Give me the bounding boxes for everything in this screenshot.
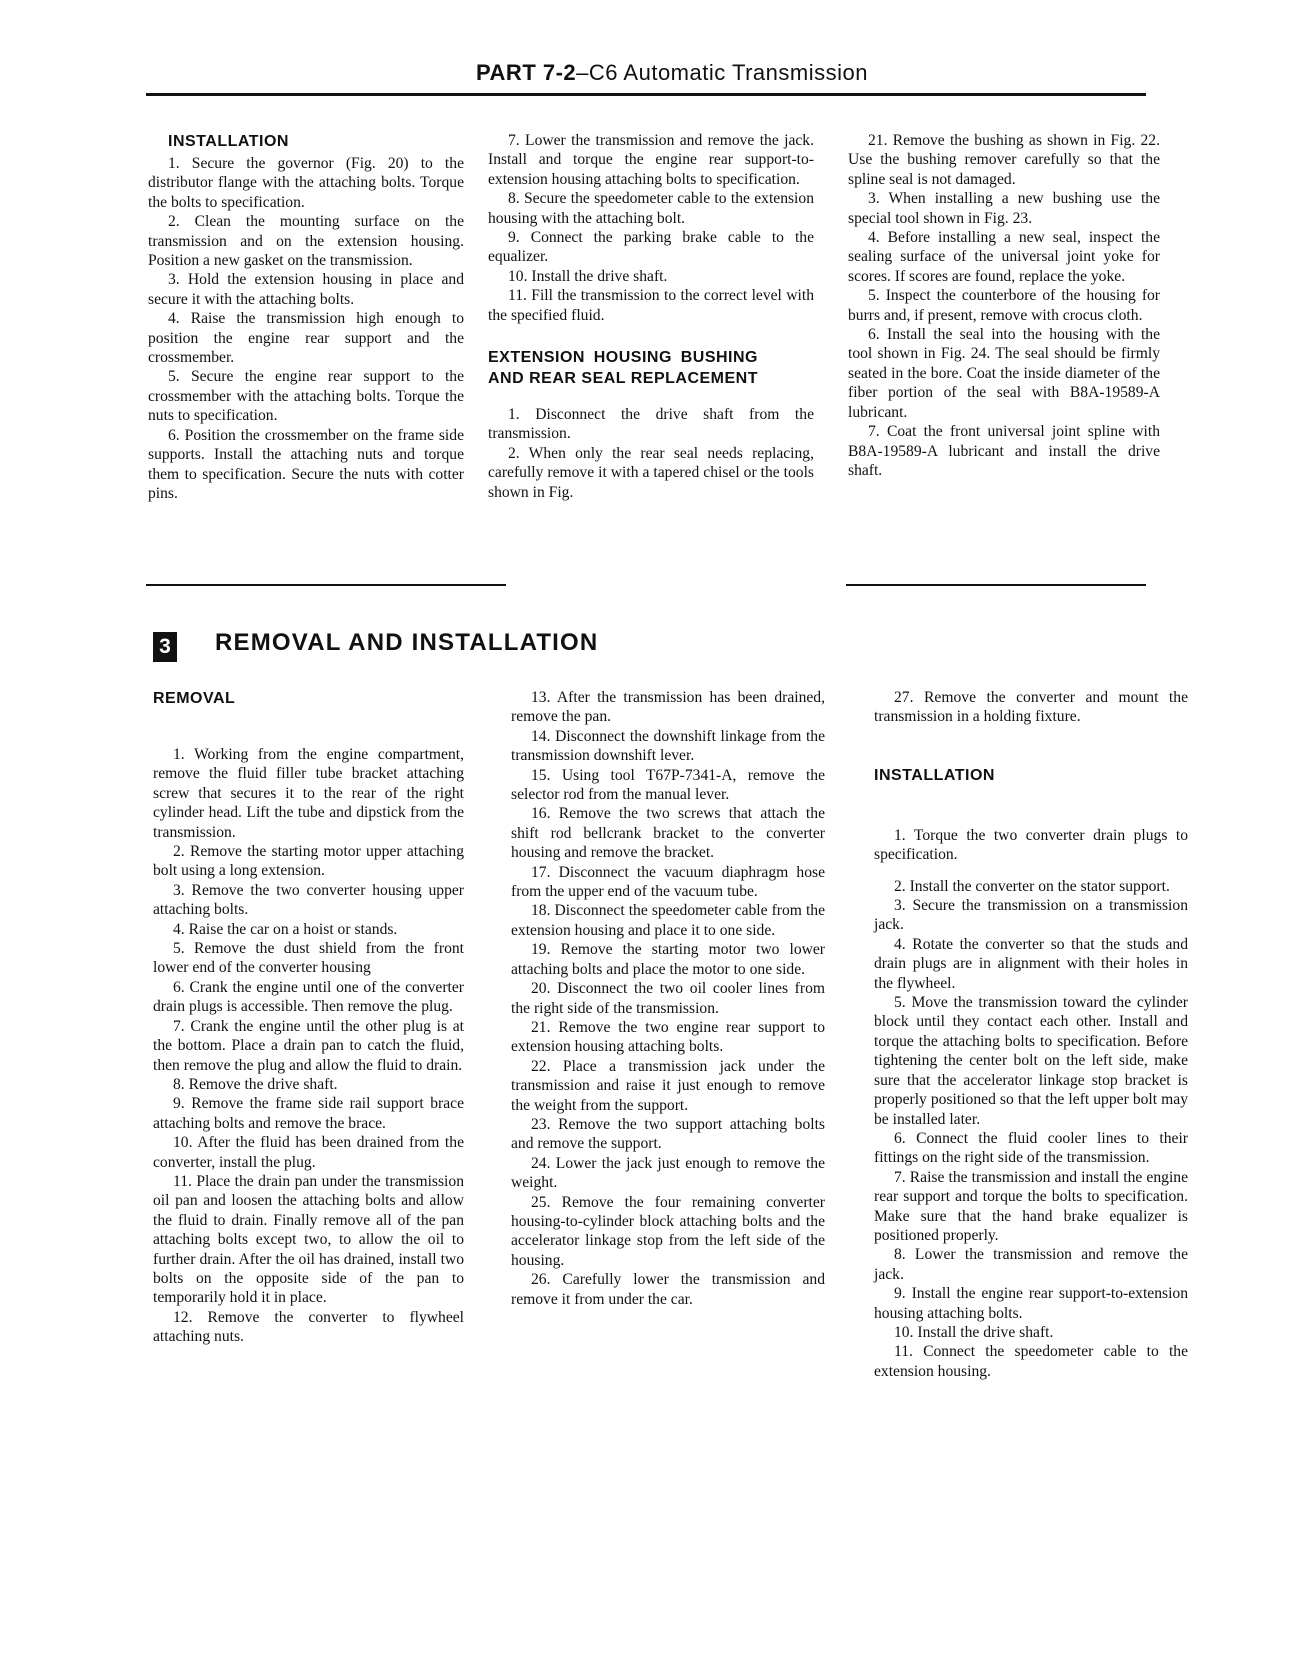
paragraph: 25. Remove the four remaining converter housing-to-cylinder block attaching bolts and the accelerator linkage stop from the left side of the housing.: [511, 1193, 825, 1269]
paragraph: 11. Connect the speedometer cable to the extension housing.: [874, 1343, 1188, 1380]
paragraph: 4. Rotate the converter so that the studs and drain plugs are in alignment with their holes in the flywheel.: [874, 935, 1188, 992]
paragraph: 22. Place a transmission jack under the transmission and raise it just enough to remove the weight from the support.: [511, 1057, 825, 1114]
paragraph: 1. Working from the engine compartment, remove the fluid filler tube bracket attaching screw that secures it to the rear of the right cylinder head. Lift the tube and dipstick from the transmission.: [153, 746, 464, 841]
bottom-column-1: [153, 688, 464, 1347]
section-title: REMOVAL AND INSTALLATION: [215, 629, 599, 656]
paragraph: 4. Raise the transmission high enough to position the engine rear support and the crossmember.: [148, 310, 464, 367]
section-rule-right: [846, 584, 1146, 586]
paragraph: 8. Lower the transmission and remove the jack.: [874, 1246, 1188, 1283]
top-column-3: [848, 131, 1160, 480]
paragraph: 2. Clean the mounting surface on the transmission and on the extension housing. Position a new gasket on the transmission.: [148, 213, 464, 270]
removal-heading: REMOVAL: [153, 690, 236, 707]
paragraph: 3. Remove the two converter housing upper attaching bolts.: [153, 881, 464, 919]
part-label: PART 7-2: [476, 60, 577, 85]
paragraph: 7. Raise the transmission and install the engine rear support and torque the bolts to specification. Make sure that the hand brake equalizer is positioned properly.: [874, 1168, 1188, 1244]
paragraph: 1. Secure the governor (Fig. 20) to the distributor flange with the attaching bolts. Torque the bolts to specification.: [148, 155, 464, 211]
paragraph: 3. When installing a new bushing use the special tool shown in Fig. 23.: [848, 190, 1160, 227]
paragraph: 9. Remove the frame side rail support brace attaching bolts and remove the brace.: [153, 1095, 464, 1132]
page-header: [476, 60, 868, 86]
section-rule-left: [146, 584, 506, 586]
paragraph: 15. Using tool T67P-7341-A, remove the selector rod from the manual lever.: [511, 766, 825, 804]
paragraph: 20. Disconnect the two oil cooler lines from the right side of the transmission.: [511, 980, 825, 1017]
paragraph: 5. Inspect the counterbore of the housing for burrs and, if present, remove with crocus cloth.: [848, 287, 1160, 324]
paragraph: 8. Secure the speedometer cable to the extension housing with the attaching bolt.: [488, 190, 814, 227]
paragraph: 18. Disconnect the speedometer cable from the extension housing and place it to one side.: [511, 902, 825, 939]
paragraph: 6. Install the seal into the housing with the tool shown in Fig. 24. The seal should be firmly seated in the bore. Coat the inside diameter of the fiber portion of the seal with B8A-19589-A lubricant.: [848, 326, 1160, 421]
paragraph: 16. Remove the two screws that attach the shift rod bellcrank bracket to the converter housing and remove the bracket.: [511, 805, 825, 862]
paragraph: 6. Crank the engine until one of the converter drain plugs is accessible. Then remove the plug.: [153, 978, 464, 1016]
paragraph: 19. Remove the starting motor two lower attaching bolts and place the motor to one side.: [511, 941, 825, 978]
paragraph: 4. Before installing a new seal, inspect the sealing surface of the universal joint yoke for scores. If scores are found, replace the yoke.: [848, 229, 1160, 285]
paragraph: 9. Connect the parking brake cable to the equalizer.: [488, 229, 814, 266]
paragraph: 2. Remove the starting motor upper attaching bolt using a long extension.: [153, 843, 464, 880]
paragraph: 7. Crank the engine until the other plug is at the bottom. Place a drain pan to catch the fluid, then remove the plug and allow the fluid to drain.: [153, 1017, 464, 1074]
paragraph: 11. Fill the transmission to the correct level with the specified fluid.: [488, 287, 814, 324]
paragraph: 26. Carefully lower the transmission and remove it from under the car.: [511, 1271, 825, 1308]
bottom-column-2: [511, 688, 825, 1309]
top-column-1: [148, 131, 464, 503]
paragraph: 21. Remove the bushing as shown in Fig. 22. Use the bushing remover carefully so that the spline seal is not damaged.: [848, 132, 1160, 188]
paragraph: 5. Secure the engine rear support to the crossmember with the attaching bolts. Torque the nuts to specification.: [148, 368, 464, 425]
paragraph: 1. Torque the two converter drain plugs to specification.: [874, 826, 1188, 864]
paragraph: 3. Hold the extension housing in place and secure it with the attaching bolts.: [148, 271, 464, 308]
paragraph: 3. Secure the transmission on a transmission jack.: [874, 897, 1188, 934]
paragraph: 13. After the transmission has been drained, remove the pan.: [511, 689, 825, 726]
paragraph: 2. When only the rear seal needs replacing, carefully remove it with a tapered chisel or the tools shown in Fig.: [488, 444, 814, 501]
paragraph: 11. Place the drain pan under the transmission oil pan and loosen the attaching bolts and allow the fluid to drain. Finally remove all of the pan attaching bolts except two, to allow the oil to further drain. After the oil has drained, install two bolts on the opposite side of the pan to temporarily hold it in place.: [153, 1172, 464, 1307]
paragraph: 2. Install the converter on the stator support.: [894, 877, 1170, 895]
paragraph: 21. Remove the two engine rear support to extension housing attaching bolts.: [511, 1018, 825, 1056]
part-title: –C6 Automatic Transmission: [576, 60, 868, 85]
section-number-badge: 3: [153, 632, 177, 662]
paragraph: 4. Raise the car on a hoist or stands.: [173, 920, 398, 938]
extension-housing-heading: EXTENSION HOUSING BUSHING AND REAR SEAL REPLACEMENT: [488, 349, 758, 388]
paragraph: 5. Move the transmission toward the cylinder block until they contact each other. Install and torque the attaching bolts to specification. Before tightening the center bolt on the left side, make sure that the accelerator linkage stop bracket is properly positioned so that the left upper bolt may be installed later.: [874, 994, 1188, 1128]
paragraph: 27. Remove the converter and mount the transmission in a holding fixture.: [874, 689, 1188, 726]
paragraph: 8. Remove the drive shaft.: [173, 1075, 338, 1093]
paragraph: 7. Lower the transmission and remove the jack. Install and torque the engine rear support-to-extension housing attaching bolts to specification.: [488, 132, 814, 188]
paragraph: 12. Remove the converter to flywheel attaching nuts.: [153, 1308, 464, 1346]
paragraph: 1. Disconnect the drive shaft from the transmission.: [488, 406, 814, 443]
bottom-column-3: [874, 688, 1188, 1381]
paragraph: 17. Disconnect the vacuum diaphragm hose from the upper end of the vacuum tube.: [511, 863, 825, 901]
paragraph: 7. Coat the front universal joint spline with B8A-19589-A lubricant and install the drive shaft.: [848, 423, 1160, 479]
paragraph: 5. Remove the dust shield from the front lower end of the converter housing: [153, 940, 464, 977]
top-column-2: [488, 131, 814, 502]
paragraph: 6. Position the crossmember on the frame side supports. Install the attaching nuts and torque them to specification. Secure the nuts with cotter pins.: [148, 426, 464, 502]
paragraph: 9. Install the engine rear support-to-extension housing attaching bolts.: [874, 1285, 1188, 1322]
installation-heading: INSTALLATION: [168, 133, 289, 150]
paragraph: 14. Disconnect the downshift linkage from the transmission downshift lever.: [511, 727, 825, 765]
paragraph: 10. Install the drive shaft.: [508, 267, 668, 285]
paragraph: 10. After the fluid has been drained from the converter, install the plug.: [153, 1134, 464, 1171]
header-rule: [146, 93, 1146, 96]
paragraph: 6. Connect the fluid cooler lines to their fittings on the right side of the transmission.: [874, 1129, 1188, 1167]
paragraph: 10. Install the drive shaft.: [894, 1323, 1054, 1341]
paragraph: 23. Remove the two support attaching bolts and remove the support.: [511, 1115, 825, 1153]
installation-heading-2: INSTALLATION: [874, 766, 995, 784]
paragraph: 24. Lower the jack just enough to remove the weight.: [511, 1154, 825, 1192]
